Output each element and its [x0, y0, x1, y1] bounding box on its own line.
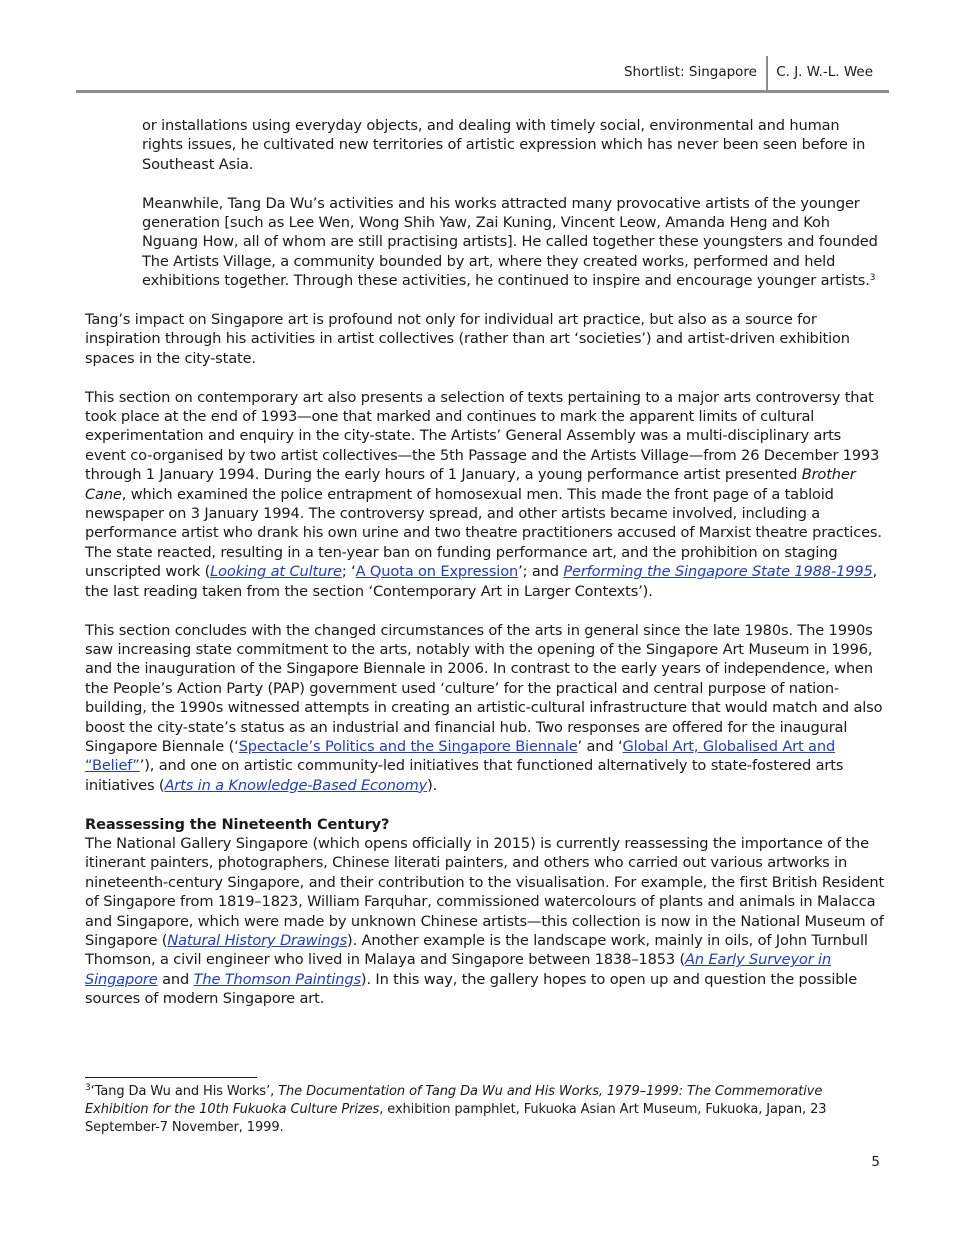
body-text	[85, 116, 885, 1028]
footnote-publication-title: The Documentation of Tang Da Wu and His Works, 1979–1999: The Commemorative Exhibition for the 10th Fukuoka Culture Prizes	[85, 1084, 823, 1117]
header-divider	[766, 56, 768, 90]
changed-text-d: ).	[427, 776, 438, 794]
page-number: 5	[871, 1154, 880, 1170]
link-looking-at-culture[interactable]: Looking at Culture	[210, 563, 342, 581]
paragraph-impact: Tang’s impact on Singapore art is profound not only for individual art practice, but also as a source for inspiration through his activities in artist collectives (rather than art ‘societies’) and artist-driven exhibition spaces in the city-state.	[85, 311, 850, 367]
gallery-text-b: ). Another example is the landscape work, mainly in oils, of John Turnbull Thomson, a civil engineer who lived in Malaya and Singapore between 1838–1853 (	[85, 931, 868, 969]
footnote-number: 3	[85, 1083, 91, 1093]
gallery-text-c: and	[157, 970, 194, 988]
paragraph-changed-circumstances	[85, 621, 885, 796]
header-rule	[76, 90, 889, 93]
running-header	[76, 56, 889, 92]
work-title-brother-cane: Brother Cane	[85, 466, 856, 503]
controversy-text-e: , the last reading taken from the section ‘Contemporary Art in Larger Contexts’).	[85, 563, 878, 600]
gallery-text-d: ). In this way, the gallery hopes to open up and question the possible sources of modern Singapore art.	[85, 970, 858, 1008]
changed-text-a: This section concludes with the changed circumstances of the arts in general since the late 1980s. The 1990s saw increasing state commitment to the arts, notably with the opening of the Singapore Art Museum in 1996, and the inauguration of the Singapore Biennale in 2006. In contrast to the early years of independence, when the People’s Action Party (PAP) government used ‘culture’ for the practical and central purpose of nation-building, the 1990s witnessed attempts in creating an artistic-cultural infrastructure that would match and also boost the city-state’s status as an industrial and financial hub. Two responses are offered for the inaugural Singapore Biennale (‘	[85, 621, 883, 755]
section-heading: Reassessing the Nineteenth Century?	[85, 815, 390, 833]
link-performing-the-singapore-state[interactable]: Performing the Singapore State 1988-1995	[563, 563, 873, 581]
link-spectacles-politics[interactable]: Spectacle’s Politics and the Singapore Biennale	[238, 737, 578, 755]
controversy-text-a: This section on contemporary art also presents a selection of texts pertaining to a major arts controversy that took place at the end of 1993—one that marked and continues to mark the apparent limits of cultural experimentation and enquiry in the city-state. The Artists’ General Assembly was a multi-disciplinary arts event co-organised by two artist collectives—the 5th Passage and the Artists Village—from 26 December 1993 through 1 January 1994. During the early hours of 1 January, a young performance artist presented	[85, 388, 880, 484]
controversy-text-c: ; ‘	[341, 563, 356, 581]
footnote-ref-3[interactable]: 3	[869, 273, 876, 284]
controversy-text-b: , which examined the police entrapment of homosexual men. This made the front page of a tabloid newspaper on 3 January 1994. The controversy spread, and other artists became involved, including a performance artist who drank his own urine and two theatre practitioners accused of Marxist theatre practices. The state reacted, resulting in a ten-year ban on funding performance art, and the prohibition on staging unscripted work (	[85, 485, 882, 581]
footnote-text-b: , exhibition pamphlet, Fukuoka Asian Art Museum, Fukuoka, Japan, 23 September-7 November, 1999.	[85, 1102, 827, 1135]
footnote-text-a: ‘Tang Da Wu and His Works’,	[90, 1084, 279, 1099]
changed-text-c: ’), and one on artistic community-led initiatives that functioned alternatively to state-fostered arts initiatives (	[85, 757, 844, 794]
changed-text-b: ’ and ‘	[577, 737, 623, 755]
header-author: C. J. W.-L. Wee	[776, 64, 873, 80]
footnote-3	[85, 1083, 875, 1137]
link-the-thomson-paintings[interactable]: The Thomson Paintings	[193, 970, 361, 988]
header-shortlist-title: Shortlist: Singapore	[623, 64, 757, 80]
controversy-text-d: ’; and	[518, 563, 564, 581]
quote-paragraph-2	[142, 194, 882, 291]
link-a-quota-on-expression[interactable]: A Quota on Expression	[355, 563, 519, 581]
link-natural-history-drawings[interactable]: Natural History Drawings	[167, 931, 348, 949]
footnote-separator	[85, 1077, 257, 1078]
paragraph-controversy	[85, 388, 885, 601]
quote-paragraph-2-text: Meanwhile, Tang Da Wu’s activities and his works attracted many provocative artists of the younger generation [such as Lee Wen, Wong Shih Yaw, Zai Kuning, Vincent Leow, Amanda Heng and Koh Nguang How, all of whom are still practising artists]. He called together these youngsters and founded The Artists Village, a community bounded by art, where they created works, performed and held exhibitions together. Through these activities, he continued to inspire and encourage younger artists.	[142, 194, 878, 290]
quote-continuation: or installations using everyday objects, and dealing with timely social, environmental and human rights issues, he cultivated new territories of artistic expression which has never been seen before in Southeast Asia.	[142, 117, 866, 173]
paragraph-national-gallery	[85, 834, 885, 1009]
link-global-art-globalised-art[interactable]: Global Art, Globalised Art and “Belief”	[85, 737, 836, 775]
gallery-text-a: The National Gallery Singapore (which opens officially in 2015) is currently reassessing the importance of the itinerant painters, photographers, Chinese literati painters, and others who carried out various artworks in nineteenth-century Singapore, and their contribution to the visualisation. For example, the first British Resident of Singapore from 1819–1823, William Farquhar, commissioned watercolours of plants and animals in Malacca and Singapore, which were made by unknown Chinese artists—this collection is now in the National Museum of Singapore (	[85, 834, 885, 949]
link-arts-in-a-knowledge-based-economy[interactable]: Arts in a Knowledge-Based Economy	[164, 776, 428, 794]
link-an-early-surveyor[interactable]: An Early Surveyor in Singapore	[85, 951, 832, 988]
